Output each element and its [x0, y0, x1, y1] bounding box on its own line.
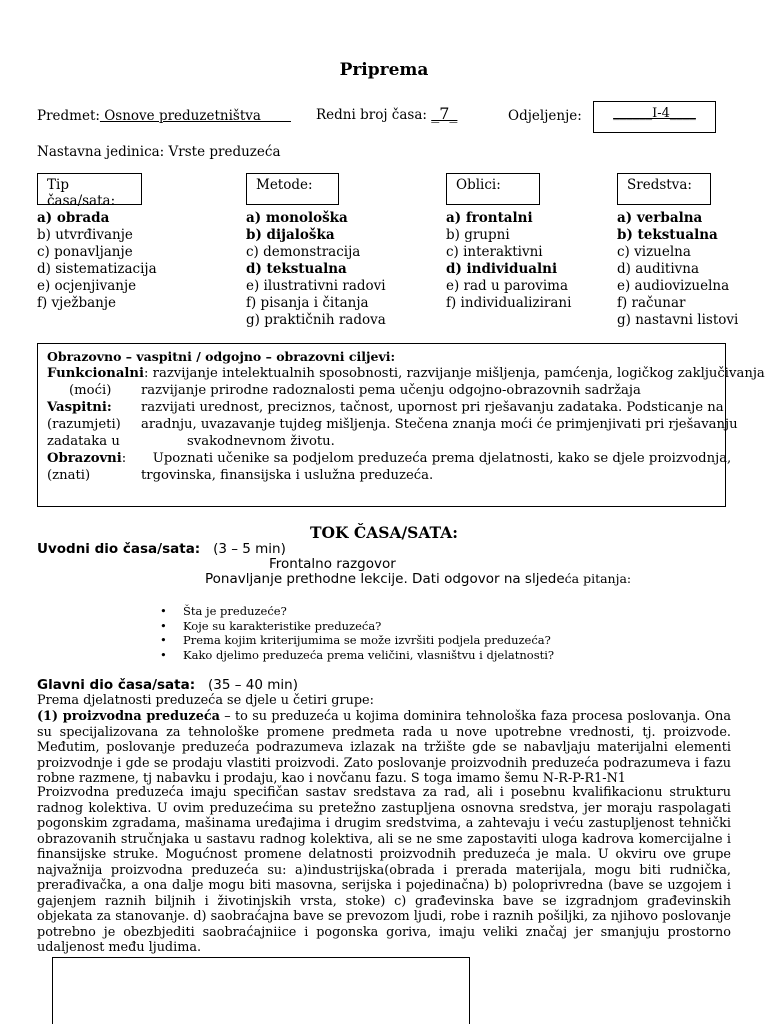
- list-item: c) ponavljanje: [37, 244, 133, 260]
- uvodni-heading: [37, 541, 286, 557]
- funkcionalni-text-2: razvijanje prirodne radoznalosti pema učenju odgojno-obrazovnih sadržaja: [141, 383, 641, 398]
- list-item: • Šta je preduzeće?: [160, 604, 554, 619]
- vaspitni-sub: (razumjeti): [47, 417, 121, 432]
- tok-title: TOK ČASA/SATA:: [310, 523, 458, 542]
- predmet-value: Osnove preduzetništva: [99, 108, 291, 124]
- list-item: a) verbalna: [617, 210, 703, 226]
- list-item: f) računar: [617, 295, 686, 311]
- redni-label: Redni broj časa:: [316, 107, 432, 123]
- list-item: b) utvrđivanje: [37, 227, 133, 243]
- list-item: g) praktičnih radova: [246, 312, 386, 328]
- list-item: c) vizuelna: [617, 244, 691, 260]
- vaspitni-text-3a: zadataka u: [47, 434, 120, 449]
- list-item: d) sistematizacija: [37, 261, 157, 277]
- list-item: • Koje su karakteristike preduzeća?: [160, 619, 554, 634]
- metode-list: [246, 210, 386, 329]
- sredstva-list: [617, 210, 738, 329]
- uvodni-label: Uvodni dio časa/sata:: [37, 541, 201, 557]
- questions-list: [160, 604, 554, 662]
- list-item: d) auditivna: [617, 261, 700, 277]
- obrazovni-sub: (znati): [47, 468, 91, 483]
- list-item: • Prema kojim kriterijumima se može izvršiti podjela preduzeća?: [160, 633, 554, 648]
- list-item: e) ilustrativni radovi: [246, 278, 386, 294]
- tip-casa-list: [37, 210, 157, 312]
- predmet-line: [37, 108, 291, 124]
- nastavna-label: Nastavna jedinica:: [37, 144, 169, 160]
- ponavljanje-text: [205, 571, 631, 587]
- list-item: b) grupni: [446, 227, 510, 243]
- oblici-header: Oblici:: [446, 173, 540, 205]
- vaspitni-text: razvijati urednost, preciznos, tačnost, upornost pri rješavanju zadataka. Podsticanje na: [141, 400, 724, 415]
- list-item: e) audiovizuelna: [617, 278, 730, 294]
- odjeljenje-label: Odjeljenje:: [508, 108, 582, 124]
- proizvodna-bold: (1) proizvodna preduzeća: [37, 709, 220, 724]
- metode-header: Metode:: [246, 173, 339, 205]
- obrazovni-text-2: trgovinska, finansijska i uslužna preduzeća.: [141, 468, 434, 483]
- sredstva-header: Sredstva:: [617, 173, 711, 205]
- list-item: e) ocjenjivanje: [37, 278, 137, 294]
- odjeljenje-box: [593, 101, 716, 133]
- glavni-label: Glavni dio časa/sata:: [37, 677, 196, 693]
- goals-heading: Obrazovno – vaspitni / odgojno – obrazovni ciljevi:: [47, 349, 396, 364]
- list-item: d) individualni: [446, 261, 558, 277]
- list-item: b) tekstualna: [617, 227, 718, 243]
- proizvodna-text: – to su preduzeća u kojima dominira tehnološka faza procesa poslovanja. Ona su specijalizovana za tehnološke promene predmeta rada u nove upotrebne vrednosti, tj. proizvode. Međutim, poslovanje preduzeća podrazumeva izlazak na tržište gde se nabavljaju materijalni elementi proizvodnje i gde se prodaju vlastiti proizvodi. Zato poslovanje proizvodnih preduzeća podrazumeva i fazu robne razmene, tj nabavku i prodaju, kao i novčanu fazu. S toga imamo šemu N-R-P-R1-N1: [37, 709, 731, 786]
- glavni-time: (35 – 40 min): [208, 677, 298, 693]
- funkcionalni-sub: (moći): [69, 383, 112, 398]
- nastavna-jedinica: [37, 144, 281, 160]
- ponavljanje-main: Ponavljanje prethodne lekcije. Dati odgovor na sljede: [205, 571, 565, 587]
- obrazovni-label: Obrazovni: [47, 451, 122, 466]
- list-item: a) monološka: [246, 210, 348, 226]
- nastavna-value: Vrste preduzeća: [168, 144, 281, 160]
- list-item: g) nastavni listovi: [617, 312, 739, 328]
- prema-text: Prema djelatnosti preduzeća se djele u četiri grupe:: [37, 693, 374, 708]
- obrazovni-text: Upoznati učenike sa podjelom preduzeća prema djelatnosti, kako se djele proizvodnja,: [152, 451, 732, 466]
- predmet-label: Predmet:: [37, 108, 100, 124]
- list-item: • Kako djelimo preduzeća prema veličini, vlasništvu i djelatnosti?: [160, 648, 554, 663]
- bottom-box: [52, 957, 470, 1024]
- glavni-heading: [37, 677, 298, 693]
- paragraph-proizvodna: [37, 709, 731, 787]
- redni-value: _7_: [431, 104, 458, 123]
- paragraph-sastav: Proizvodna preduzeća imaju specifičan sastav sredstava za rad, ali i posebnu kvalifikacionu strukturu radnog kolektiva. U ovim preduzećima su pretežno zastupljena osnovna sredstva, jer moraju raspolagati pogonskim zgradama, mašinama uređajima i drugim sredstvima, a zahtevaju i veću zastupljenost tehnički obrazovanih stručnjaka u sastavu radnog kolektiva, ali se ne sme zapostaviti uloga kadrova komercijalne i finansijske struke. Mogućnost promene delatnosti proizvodnih preduzeća je mala. U okviru ove grupe najvažnija proizvodna preduzeća su: a)industrijska(obrada i prerada materijala, mogu biti rudnička, prerađivačka, a ona dalje mogu biti masovna, serijska i pojedinačna) b) poloprivredna (bave se uzgojem i gajenjem raznih biljnih i životinjskih vrsta, stoke) c) građevinska bave se izgradnjom građevinskih objekata za stanovanje. d) saobraćajna bave se prevozom ljudi, robe i raznih pošiljki, za njihovo poslovanje potrebno je obezbjediti saobraćajniice i pogonska goriva, imaju veliki značaj jer smanjuju prostorno udaljenost među ljudima.: [37, 785, 731, 955]
- uvodni-time: (3 – 5 min): [213, 541, 286, 557]
- oblici-list: [446, 210, 571, 312]
- list-item: f) individualizirani: [446, 295, 572, 311]
- odjeljenje-value: ______I-4____: [613, 106, 696, 121]
- ponavljanje-tail: ća pitanja:: [564, 571, 632, 586]
- list-item: e) rad u parovima: [446, 278, 569, 294]
- redni-line: [316, 104, 457, 123]
- list-item: c) interaktivni: [446, 244, 543, 260]
- list-item: a) frontalni: [446, 210, 533, 226]
- list-item: b) dijaloška: [246, 227, 335, 243]
- list-item: c) demonstracija: [246, 244, 361, 260]
- list-item: d) tekstualna: [246, 261, 347, 277]
- goals-box: Obrazovno – vaspitni / odgojno – obrazovni ciljevi: Funkcionalni: razvijanje intelektualnih sposobnosti, razvijanje mišljenja, pamćenja, logičkog zaključivanja (moći) razvijanje prirodne radoznalosti pema učenju odgojno-obrazovnih sadržaja Vaspitni: razvijati urednost, preciznos, tačnost, upornost pri rješavanju zadataka. Podsticanje na (razumjeti) aradnju, uvazavanje tujdeg mišljenja. Stečena znanja moći će primjenjivati pri rješavanju zadataka u svakodnevnom životu. Obrazovni: Upoznati učenike sa podjelom preduzeća prema djelatnosti, kako se djele proizvodnja, (znati) trgovinska, finansijska i uslužna preduzeća.: [37, 343, 726, 507]
- page-title: Priprema: [339, 60, 429, 80]
- vaspitni-label: Vaspitni:: [47, 400, 112, 415]
- list-item: a) obrada: [37, 210, 110, 226]
- vaspitni-text-3b: svakodnevnom životu.: [187, 434, 335, 449]
- funkcionalni-text: : razvijanje intelektualnih sposobnosti, razvijanje mišljenja, pamćenja, logičkog zaključivanja: [144, 366, 765, 381]
- funkcionalni-label: Funkcionalni: [47, 366, 145, 381]
- frontalno-text: Frontalno razgovor: [269, 556, 396, 572]
- tip-casa-header: Tip časa/sata:: [37, 173, 142, 205]
- list-item: f) pisanja i čitanja: [246, 295, 369, 311]
- list-item: f) vježbanje: [37, 295, 117, 311]
- vaspitni-text-2: aradnju, uvazavanje tujdeg mišljenja. Stečena znanja moći će primjenjivati pri rješavanju: [141, 417, 738, 432]
